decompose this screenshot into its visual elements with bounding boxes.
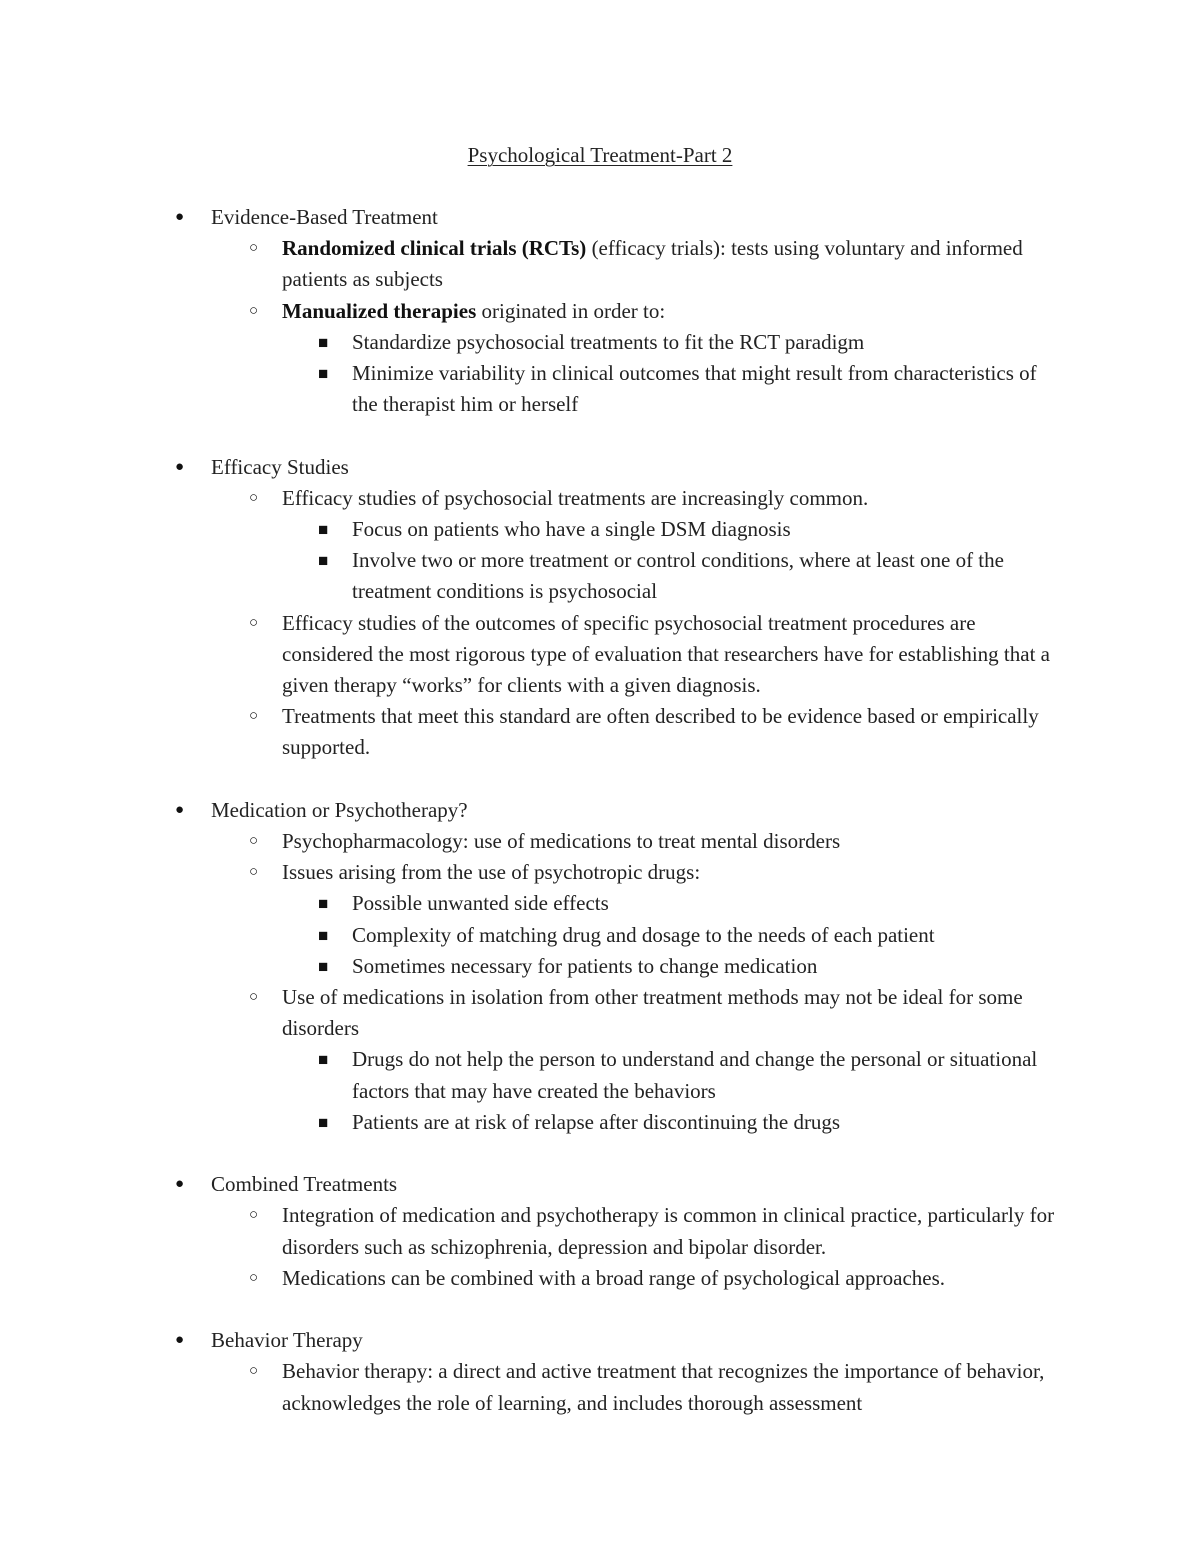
item-text: Use of medications in isolation from other treatment methods may not be ideal for some disorders xyxy=(282,985,1023,1041)
item-text: Minimize variability in clinical outcomes that might result from characteristics of the therapist him or herself xyxy=(352,361,1037,417)
hollow-circle-bullet-icon: ○ xyxy=(249,989,259,1006)
item-text: Complexity of matching drug and dosage to the needs of each patient xyxy=(352,922,935,947)
item-text: Involve two or more treatment or control conditions, where at least one of the treatment conditions is psychosocial xyxy=(352,548,1004,604)
list-item xyxy=(0,982,1062,1044)
item-text: Behavior therapy: a direct and active treatment that recognizes the importance of behavior, acknowledges the role of learning, and includes thorough assessment xyxy=(282,1359,1045,1415)
document-body xyxy=(0,202,1200,1450)
hollow-circle-bullet-icon: ○ xyxy=(249,1269,259,1286)
item-text: Possible unwanted side effects xyxy=(352,891,609,916)
list-item xyxy=(0,888,1062,919)
item-text: Standardize psychosocial treatments to fit the RCT paradigm xyxy=(352,329,865,354)
square-bullet-icon: ■ xyxy=(318,332,329,352)
list-item xyxy=(0,202,1061,233)
term-bold: Manualized therapies xyxy=(282,298,477,323)
square-bullet-icon: ■ xyxy=(318,956,329,976)
item-text: Medications can be combined with a broad range of psychological approaches. xyxy=(282,1265,946,1290)
list-item xyxy=(0,296,1062,327)
page-title: Psychological Treatment-Part 2 xyxy=(467,143,733,167)
item-text: Drugs do not help the person to understand and change the personal or situational factors that may have created the behaviors xyxy=(352,1047,1038,1103)
hollow-circle-bullet-icon: ○ xyxy=(249,240,259,257)
hollow-circle-bullet-icon: ○ xyxy=(249,1207,259,1224)
section-evidence-based-treatment xyxy=(0,202,1200,420)
filled-circle-bullet-icon: ● xyxy=(175,209,185,225)
hollow-circle-bullet-icon: ○ xyxy=(249,864,259,881)
section-heading: Behavior Therapy xyxy=(211,1328,363,1353)
filled-circle-bullet-icon: ● xyxy=(175,801,185,818)
list-item xyxy=(0,514,1062,545)
hollow-circle-bullet-icon: ○ xyxy=(249,833,259,850)
list-item xyxy=(0,1044,1062,1106)
hollow-circle-bullet-icon: ○ xyxy=(249,489,259,506)
filled-circle-bullet-icon: ● xyxy=(175,1176,185,1193)
list-item xyxy=(0,545,1062,607)
section-medication-or-psychotherapy xyxy=(0,795,1200,1138)
list-item xyxy=(0,358,1062,420)
square-bullet-icon: ■ xyxy=(318,1112,329,1132)
list-item xyxy=(0,795,1061,826)
section-heading: Combined Treatments xyxy=(211,1172,398,1197)
list-item xyxy=(0,1263,1062,1294)
item-text: Efficacy studies of the outcomes of specific psychosocial treatment procedures are considered the most rigorous type of evaluation that researchers have for establishing that a given therapy “works” for clients with a given diagnosis. xyxy=(282,610,1050,698)
item-text: originated in order to: xyxy=(476,298,666,323)
list-item xyxy=(0,452,1061,483)
list-item xyxy=(0,826,1062,857)
list-item xyxy=(0,608,1062,702)
list-item xyxy=(0,1325,1061,1356)
hollow-circle-bullet-icon: ○ xyxy=(249,302,259,319)
list-item xyxy=(0,483,1062,514)
list-item xyxy=(0,1169,1061,1200)
list-item xyxy=(0,327,1062,358)
list-item xyxy=(0,1200,1062,1262)
square-bullet-icon: ■ xyxy=(318,364,329,384)
filled-circle-bullet-icon: ● xyxy=(175,458,185,475)
item-text: Focus on patients who have a single DSM diagnosis xyxy=(352,517,791,542)
list-item xyxy=(0,1356,1062,1418)
list-item xyxy=(0,233,1062,295)
square-bullet-icon: ■ xyxy=(318,925,329,945)
item-text: Treatments that meet this standard are often described to be evidence based or empirically supported. xyxy=(282,704,1039,760)
square-bullet-icon: ■ xyxy=(318,520,329,540)
item-text: Issues arising from the use of psychotropic drugs: xyxy=(282,860,701,885)
filled-circle-bullet-icon: ● xyxy=(175,1332,185,1349)
hollow-circle-bullet-icon: ○ xyxy=(249,614,259,631)
section-heading: Medication or Psychotherapy? xyxy=(211,797,468,822)
section-heading: Evidence-Based Treatment xyxy=(211,205,438,229)
term-bold: Randomized clinical trials (RCTs) xyxy=(282,236,587,261)
list-item xyxy=(0,920,1062,951)
item-text: Integration of medication and psychotherapy is common in clinical practice, particularly for disorders such as schizophrenia, depression and bipolar disorder. xyxy=(282,1203,1055,1259)
item-text: Psychopharmacology: use of medications to treat mental disorders xyxy=(282,829,841,854)
section-combined-treatments xyxy=(0,1169,1200,1294)
hollow-circle-bullet-icon: ○ xyxy=(249,708,259,725)
section-behavior-therapy xyxy=(0,1325,1200,1419)
section-efficacy-studies xyxy=(0,452,1200,764)
list-item xyxy=(0,951,1062,982)
hollow-circle-bullet-icon: ○ xyxy=(249,1363,259,1380)
list-item xyxy=(0,701,1062,763)
item-text: Sometimes necessary for patients to change medication xyxy=(352,953,818,978)
square-bullet-icon: ■ xyxy=(318,1050,329,1070)
square-bullet-icon: ■ xyxy=(318,551,329,571)
section-heading: Efficacy Studies xyxy=(211,454,349,479)
square-bullet-icon: ■ xyxy=(318,894,329,914)
list-item xyxy=(0,1107,1062,1138)
list-item xyxy=(0,857,1062,888)
item-text: (efficacy trials): tests using voluntary and informed patients as subjects xyxy=(282,236,1023,292)
item-text: Efficacy studies of psychosocial treatments are increasingly common. xyxy=(282,485,869,510)
item-text: Patients are at risk of relapse after discontinuing the drugs xyxy=(352,1109,841,1134)
